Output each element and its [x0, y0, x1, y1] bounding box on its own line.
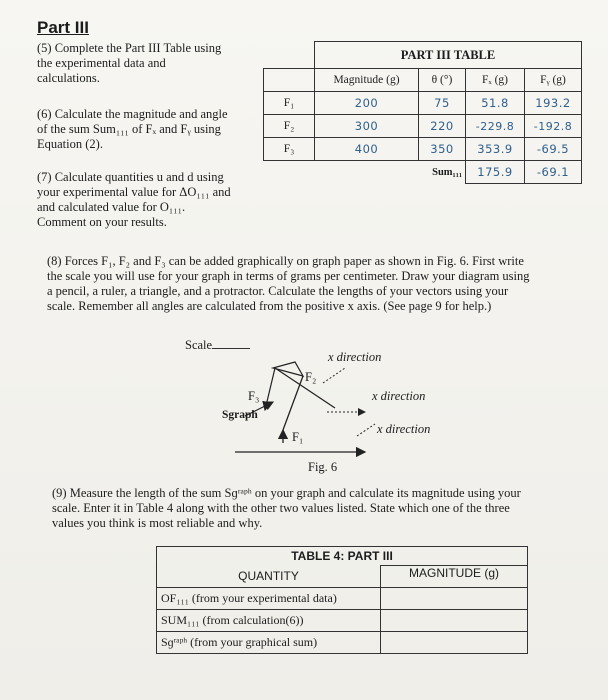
- f3-fx[interactable]: 353.9: [466, 138, 525, 161]
- sum-label: Sum₁₁₁: [419, 161, 466, 184]
- scale-label: Scale: [185, 338, 250, 353]
- f2-fx[interactable]: -229.8: [466, 115, 525, 138]
- sum-fy[interactable]: -69.1: [525, 161, 582, 184]
- question-9: (9) Measure the length of the sum Sɡʳᵃᵖʰ on your graph and calculate its magnitude using your scale. Enter it in Table 4 along with the other two values listed. State which one of the three values you think is most reliable and why.: [52, 486, 521, 530]
- sum-fx[interactable]: 175.9: [466, 161, 525, 184]
- question-8: (8) Forces F₁, F₂ and F₃ can be added graphically on graph paper as shown in Fig. 6. First write the scale you will use for your graph in terms of grams per centimeter. Draw your diagram using a pencil, a ruler, a triangle, and a protractor. Calculate the lengths of your vectors using your scale. Remember all angles are calculated from the positive x axis. (See page 9 for help.): [47, 254, 530, 313]
- part-title: Part III: [37, 18, 89, 37]
- question-5: (5) Complete the Part III Table using the experimental data and calculations.: [37, 41, 222, 85]
- table-row: F₁ 200 75 51.8 193.2: [264, 92, 582, 115]
- sgraph-label: Sgraph: [222, 409, 258, 421]
- header-magnitude: Magnitude (g): [315, 69, 419, 92]
- table-row: F₃ 400 350 353.9 -69.5: [264, 138, 582, 161]
- table-row: OF₁₁₁ (from your experimental data): [157, 588, 528, 610]
- f3-magnitude[interactable]: 400: [315, 138, 419, 161]
- of-magnitude-cell[interactable]: [381, 588, 528, 610]
- sum-magnitude-cell[interactable]: [381, 610, 528, 632]
- table4-col-quantity: QUANTITY: [157, 566, 381, 588]
- part-iii-table: [263, 41, 582, 184]
- f1-magnitude[interactable]: 200: [315, 92, 419, 115]
- scale-blank[interactable]: [212, 348, 250, 349]
- f2-label: F₂: [305, 370, 317, 384]
- f1-fy[interactable]: 193.2: [525, 92, 582, 115]
- sgraph-magnitude-cell[interactable]: [381, 632, 528, 654]
- header-fx: Fₓ (g): [466, 69, 525, 92]
- table4-title: TABLE 4: PART III: [157, 547, 528, 566]
- f2-magnitude[interactable]: 300: [315, 115, 419, 138]
- f1-label: F₁: [292, 430, 304, 444]
- xdirection-label-2: x direction: [372, 389, 426, 403]
- table-row: F₂ 300 220 -229.8 -192.8: [264, 115, 582, 138]
- xdirection-label-1: x direction: [328, 350, 382, 364]
- f1-fx[interactable]: 51.8: [466, 92, 525, 115]
- header-fy: Fᵧ (g): [525, 69, 582, 92]
- f3-theta[interactable]: 350: [419, 138, 466, 161]
- header-theta: θ (°): [419, 69, 466, 92]
- table3-title: PART III TABLE: [315, 42, 582, 69]
- table-4: [156, 546, 528, 654]
- table-row: [264, 161, 582, 184]
- f2-theta[interactable]: 220: [419, 115, 466, 138]
- question-6: (6) Calculate the magnitude and angle of the sum Sum₁₁₁ of Fₓ and Fᵧ using Equation (2).: [37, 107, 228, 151]
- f3-label: F₃: [248, 389, 260, 403]
- f2-fy[interactable]: -192.8: [525, 115, 582, 138]
- f3-fy[interactable]: -69.5: [525, 138, 582, 161]
- table-row: Sɡʳᵃᵖʰ (from your graphical sum): [157, 632, 528, 654]
- fig-caption: Fig. 6: [308, 460, 338, 474]
- f1-theta[interactable]: 75: [419, 92, 466, 115]
- table-row: SUM₁₁₁ (from calculation(6)): [157, 610, 528, 632]
- table4-col-magnitude: MAGNITUDE (g): [381, 566, 528, 588]
- xdirection-label-3: x direction: [377, 422, 431, 436]
- question-7: (7) Calculate quantities u and d using your experimental value for ΔO₁₁₁ and and calculated value for O₁₁₁. Comment on your results.: [37, 170, 231, 229]
